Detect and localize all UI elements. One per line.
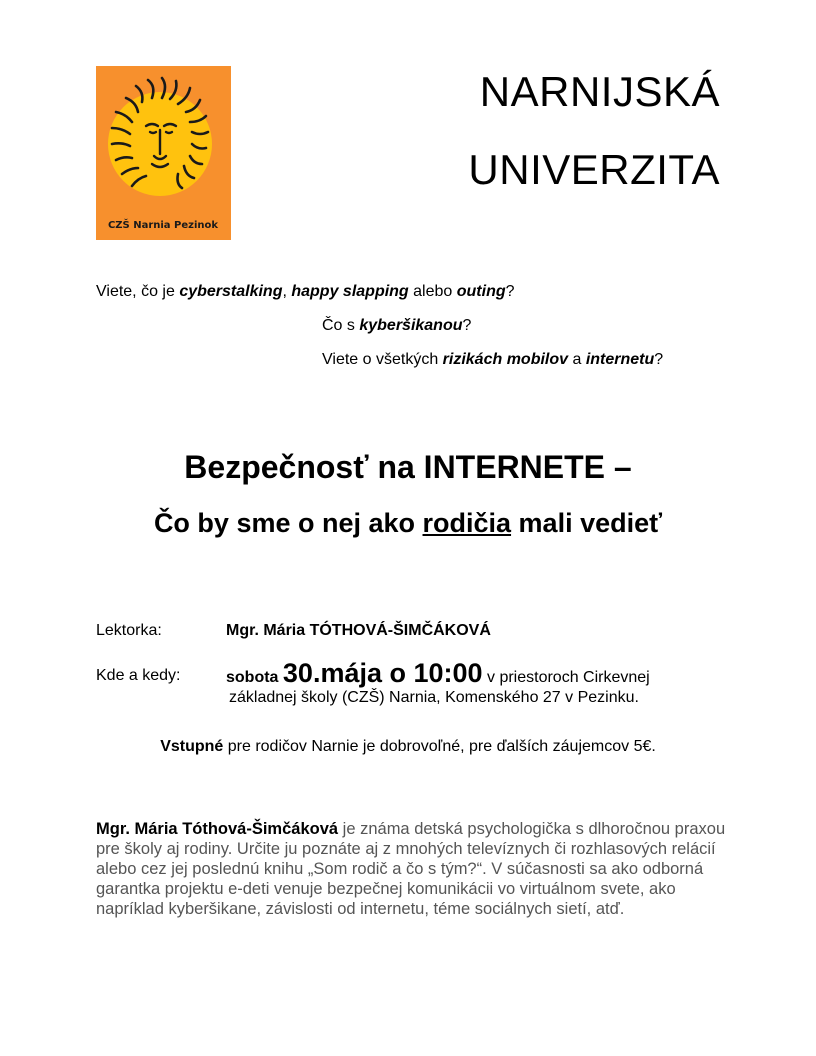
term-mobile-risks: rizikách mobilov: [442, 351, 569, 368]
term-cyberbullying: kyberšikanou: [359, 317, 463, 334]
term-happy-slapping: happy slapping: [291, 283, 409, 300]
text: Čo by sme o nej ako: [153, 508, 423, 538]
entry-fee: [0, 738, 816, 756]
intro-question-2: [322, 317, 471, 335]
event-date-time: 30.mája o 10:00: [282, 658, 483, 688]
logo-caption: CZŠ Narnia Pezinok: [107, 220, 219, 231]
term-cyberstalking: cyberstalking: [179, 283, 283, 300]
lion-sun-icon: [96, 66, 231, 240]
text: Viete o všetkých: [322, 351, 443, 368]
event-day: sobota: [226, 669, 279, 686]
text: alebo: [408, 283, 457, 300]
underlined-parents: rodičia: [422, 508, 512, 538]
text: ,: [282, 283, 292, 300]
entry-fee-label: Vstupné: [160, 738, 224, 755]
lecturer-bio: [96, 819, 736, 919]
text: Viete, čo je: [96, 283, 180, 300]
term-outing: outing: [456, 283, 506, 300]
when-label: Kde a kedy:: [96, 667, 181, 684]
headline-line-1: Bezpečnosť na INTERNETE –: [184, 449, 632, 485]
intro-question-1: [96, 283, 515, 301]
text: ?: [505, 283, 515, 300]
text: Čo s: [322, 317, 360, 334]
event-place-1: v priestoroch Cirkevnej: [487, 669, 650, 686]
school-logo: [96, 66, 231, 240]
title-line-2: UNIVERZITA: [468, 146, 720, 193]
entry-fee-text: pre rodičov Narnie je dobrovoľné, pre ďalších záujemcov 5€.: [223, 738, 656, 755]
lecturer-label: Lektorka:: [96, 622, 162, 639]
headline-line-2: [0, 508, 816, 539]
lecturer-name: Mgr. Mária TÓTHOVÁ-ŠIMČÁKOVÁ: [226, 622, 491, 639]
bio-name: Mgr. Mária Tóthová-Šimčáková: [96, 820, 339, 838]
text: mali vedieť: [511, 508, 663, 538]
title-line-1: NARNIJSKÁ: [479, 68, 720, 115]
text: a: [568, 351, 586, 368]
term-internet: internetu: [585, 351, 655, 368]
bio-text: je známa detská psychologička s dlhoročnou praxou pre školy aj rodiny. Určite ju poznáte aj z mnohých televíznych či rozhlasových relácií alebo cez jej poslednú knihu „Som rodič a čo s tým?“. V súčasnosti sa ako odborná garantka projektu e-deti venuje bezpečnej komunikácii vo virtuálnom svete, ako napríklad kyberšikane, závislosti od internetu, téme sociálnych sietí, atď.: [96, 820, 726, 918]
event-place-2: základnej školy (CZŠ) Narnia, Komenského 27 v Pezinku.: [229, 689, 639, 706]
text: ?: [462, 317, 472, 334]
intro-question-3: [322, 351, 663, 369]
text: ?: [654, 351, 664, 368]
